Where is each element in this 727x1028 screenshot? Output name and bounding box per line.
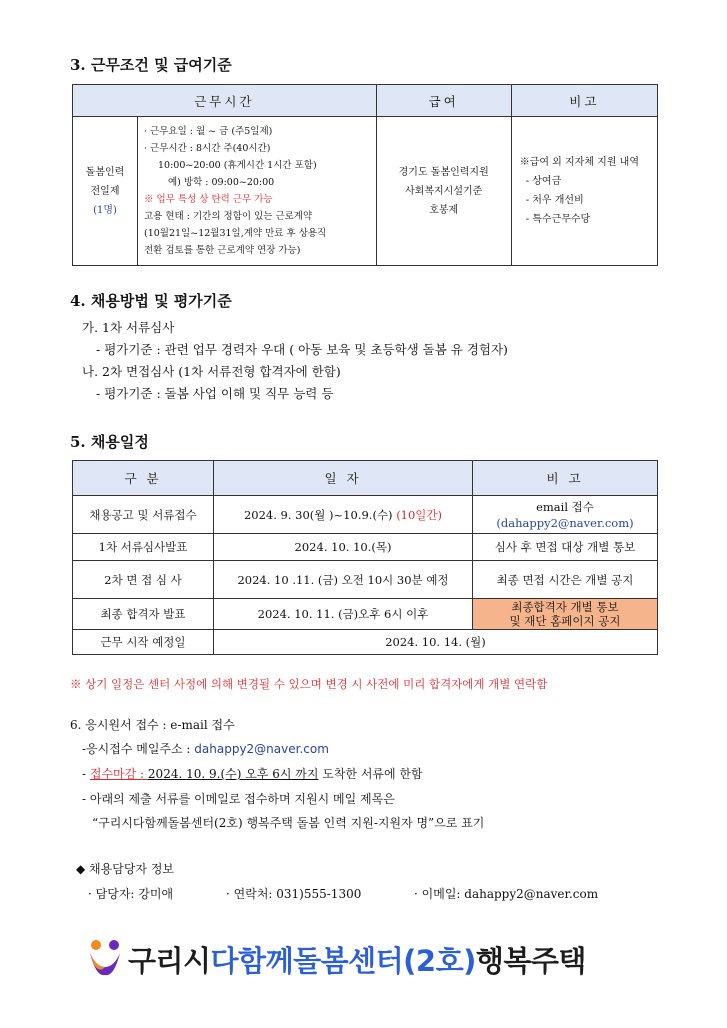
pay-line: 사회복지시설기준	[405, 185, 483, 197]
row-note: 최종 면접 시간은 개별 공지	[473, 561, 658, 599]
table-row	[73, 496, 658, 534]
row-label-line: 돌봄인력	[85, 166, 125, 178]
note-text: 최종합격자 개별 통보	[511, 600, 619, 614]
note-line: - 상여금	[525, 176, 562, 187]
header-note: 비고	[511, 85, 657, 117]
row-date: 2024. 10. 10.(목)	[214, 534, 473, 561]
date-extra: (10일간)	[396, 507, 443, 522]
header-hours: 근무시간	[73, 85, 377, 117]
s4-line: - 평가기준 : 관련 업무 경력자 우대 ( 아동 보육 및 초등학생 돌봄 유 경험자)	[96, 342, 508, 357]
header-pay: 급여	[376, 85, 511, 117]
row-item: 최종 합격자 발표	[73, 599, 214, 630]
section-4-heading: 4. 채용방법 및 평가기준	[70, 292, 232, 310]
note-line: - 특수근무수당	[525, 214, 591, 225]
deadline-prefix: -	[82, 767, 90, 781]
deadline-label: 접수마감 :	[89, 767, 148, 781]
row-label-count: (1명)	[93, 204, 117, 216]
note-cell	[511, 117, 657, 266]
hours-warning: ※ 업무 특성 상 탄력 근무 가능	[144, 194, 273, 205]
table-row	[73, 599, 658, 630]
logo-text-part: 행복주택	[475, 944, 586, 978]
logo-text-part: 다함께돌봄센터(2호)	[210, 944, 476, 978]
row-date	[214, 496, 473, 534]
deadline-date: 2024. 10. 9.(수) 오후 6시 까지	[147, 767, 319, 781]
table-row	[73, 561, 658, 599]
pay-cell	[376, 117, 511, 266]
pay-line: 경기도 돌봄인력지원	[398, 166, 489, 178]
row-note-highlight	[473, 599, 658, 630]
email-label: -응시접수 메일주소 :	[82, 742, 195, 756]
pay-line: 호봉제	[429, 204, 459, 216]
hours-line: 10:00~20:00 (휴게시간 1시간 포함)	[158, 160, 317, 171]
deadline-suffix: 도착한 서류에 한함	[318, 767, 423, 781]
email-address[interactable]: dahappy2@naver.com	[194, 742, 329, 756]
date-text: 2024. 9. 30(월 )~10.9.(수)	[243, 507, 393, 522]
header-date: 일 자	[214, 461, 473, 496]
table-row	[73, 534, 658, 561]
note-text: email 접수	[536, 499, 594, 514]
logo-text	[128, 939, 586, 980]
s4-line: 나. 2차 면접심사 (1차 서류전형 합격자에 한함)	[82, 364, 341, 379]
hours-line: 전환 검토를 통한 근로계약 연장 가능)	[144, 245, 301, 256]
note-email: (dahappy2@naver.com)	[496, 515, 634, 530]
row-item: 2차 면 접 심 사	[73, 561, 214, 599]
row-item: 1차 서류심사발표	[73, 534, 214, 561]
deadline-line	[82, 765, 423, 782]
contact-phone: · 연락처: 031)555-1300	[226, 887, 362, 901]
s4-line: 가. 1차 서류심사	[82, 320, 175, 335]
note-line: ※급여 외 지자체 지원 내역	[519, 157, 640, 168]
submit-line: - 아래의 제출 서류를 이메일로 접수하며 지원시 메일 제목은	[82, 792, 395, 806]
note-line: - 처우 개선비	[525, 195, 584, 206]
table-row	[73, 630, 658, 655]
section-3-heading: 3. 근무조건 및 급여기준	[70, 56, 232, 74]
section-5-heading: 5. 채용일정	[70, 433, 149, 451]
schedule-table	[72, 460, 658, 655]
s4-line: - 평가기준 : 돌봄 사업 이해 및 직무 능력 등	[96, 386, 334, 401]
hours-line: · 근무시간 : 8시간 주(40시간)	[144, 143, 271, 154]
contact-person: · 담당자: 강미애	[88, 887, 174, 901]
hours-line: 고용 현태 : 기간의 정함이 있는 근로계약	[144, 211, 313, 222]
email-line	[82, 740, 329, 757]
row-date: 2024. 10. 11. (금)오후 6시 이후	[214, 599, 473, 630]
header-remark: 비 고	[473, 461, 658, 496]
hours-line: · 근무요일 : 월 ~ 금 (주5일제)	[144, 126, 273, 137]
subject-format-line: “구리시다함께돌봄센터(2호) 행복주택 돌봄 인력 지원-지원자 명”으로 표기	[92, 816, 485, 830]
work-conditions-table	[72, 84, 658, 266]
row-label	[73, 117, 138, 266]
logo	[86, 937, 124, 983]
row-item: 근무 시작 예정일	[73, 630, 214, 655]
section-6-heading: 6. 응시원서 접수 : e-mail 접수	[70, 718, 235, 732]
note-text: 및 재단 홈페이지 공지	[509, 614, 621, 628]
schedule-warning: ※ 상기 일정은 센터 사정에 의해 변경될 수 있으며 변경 시 사전에 미리 합격자에게 개별 연락함	[70, 677, 548, 691]
hours-line: (10월21일~12월31일,계약 만료 후 상용직	[144, 228, 327, 239]
row-item: 채용공고 및 서류접수	[73, 496, 214, 534]
row-date: 2024. 10 .11. (금) 오전 10시 30분 예정	[214, 561, 473, 599]
row-note: 심사 후 면접 대상 개별 통보	[473, 534, 658, 561]
row-label-line: 전일제	[90, 185, 120, 197]
contact-heading: ◆ 채용담당자 정보	[76, 862, 175, 876]
hours-cell	[138, 117, 377, 266]
row-note	[473, 496, 658, 534]
logo-text-part: 구리시	[128, 944, 211, 978]
contact-email: · 이메일: dahappy2@naver.com	[414, 887, 599, 901]
row-date: 2024. 10. 14. (월)	[214, 630, 658, 655]
hours-line: 예) 방학 : 09:00~20:00	[168, 177, 275, 188]
header-item: 구 분	[73, 461, 214, 496]
logo-mark-icon	[86, 937, 124, 979]
